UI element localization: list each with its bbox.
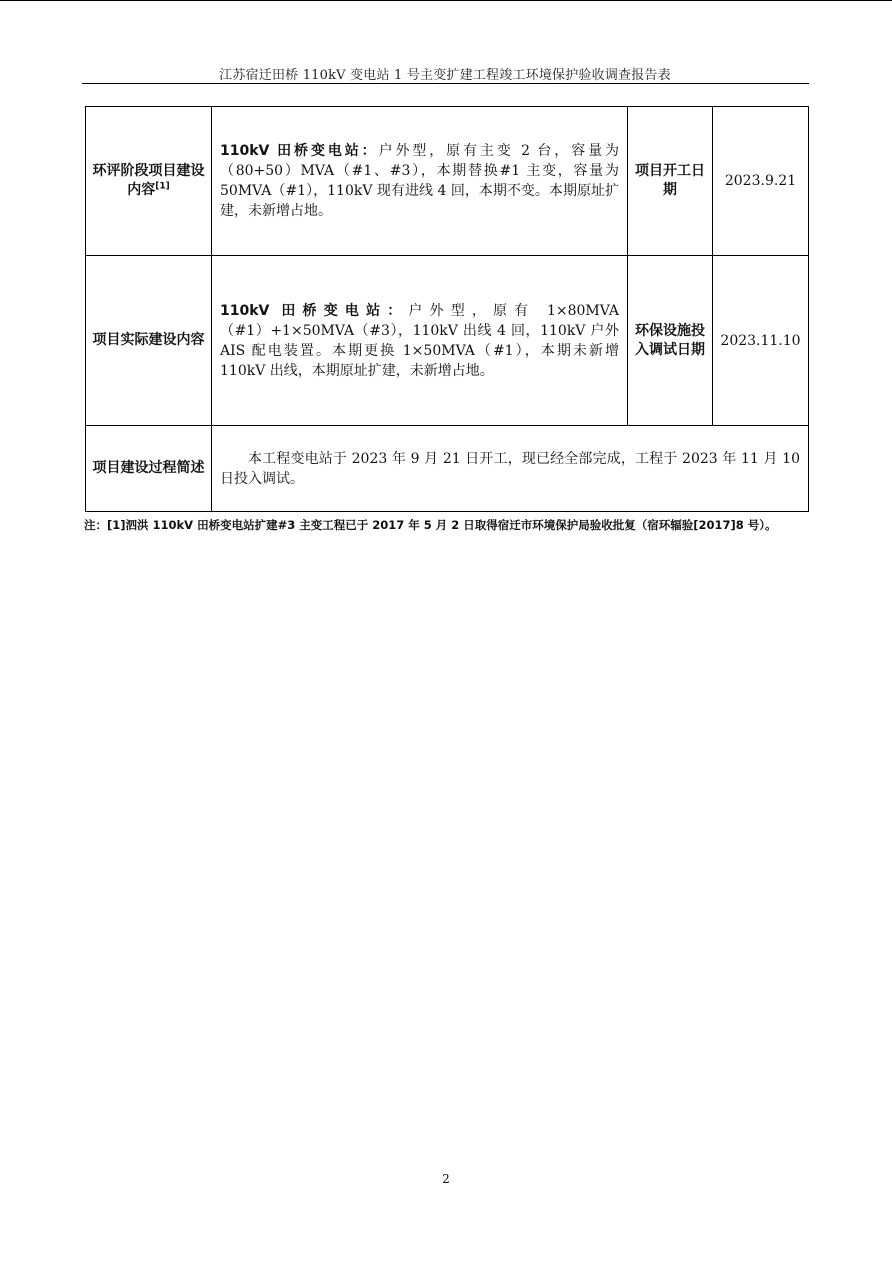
header-rule	[82, 83, 809, 84]
project-info-table	[85, 106, 809, 512]
start-date-label: 项目开工日期	[628, 107, 713, 256]
eia-content-cell	[212, 107, 628, 256]
page-number: 2	[442, 1172, 450, 1186]
actual-content-station: 110kV 田桥变电站：	[220, 302, 409, 319]
process-label: 项目建设过程简述	[86, 426, 212, 512]
eia-content-label-cell	[86, 107, 212, 256]
page-header-title: 江苏宿迁田桥 110kV 变电站 1 号主变扩建工程竣工环境保护验收调查报告表	[219, 68, 671, 83]
process-content-text: 本工程变电站于 2023 年 9 月 21 日开工，现已经全部完成，工程于 2023 年 11 月 10 日投入调试。	[220, 450, 800, 487]
actual-content-cell	[212, 256, 628, 426]
eia-content-text: 户外型，原有主变 2 台，容量为（80+50）MVA（#1、#3），本期替换#1 主变，容量为 50MVA（#1），110kV 现有进线 4 回，本期不变。本期原址扩建，未新增占地。	[220, 143, 619, 219]
table-row-process	[86, 426, 809, 512]
process-content-cell	[212, 426, 809, 512]
commissioning-date-value: 2023.11.10	[713, 256, 809, 426]
start-date-value: 2023.9.21	[713, 107, 809, 256]
table-row-actual-content	[86, 256, 809, 426]
table-row-eia-content	[86, 107, 809, 256]
footnote-ref: [1]	[155, 181, 170, 192]
commissioning-date-label: 环保设施投入调试日期	[628, 256, 713, 426]
page-top-border	[0, 0, 892, 1]
actual-content-label: 项目实际建设内容	[86, 256, 212, 426]
footnote: 注：[1]泗洪 110kV 田桥变电站扩建#3 主变工程已于 2017 年 5 月 2 日取得宿迁市环境保护局验收批复（宿环辐验[2017]8 号）。	[84, 518, 777, 532]
eia-content-station: 110kV 田桥变电站：	[220, 143, 379, 159]
eia-content-label: 环评阶段项目建设内容	[92, 163, 205, 198]
actual-content-text: 户外型，原有 1×80MVA（#1）+1×50MVA（#3），110kV 出线 4 回，110kV 户外 AIS 配电装置。本期更换 1×50MVA（#1），本期未新增 110kV 出线，本期原址扩建，未新增占地。	[220, 302, 619, 379]
